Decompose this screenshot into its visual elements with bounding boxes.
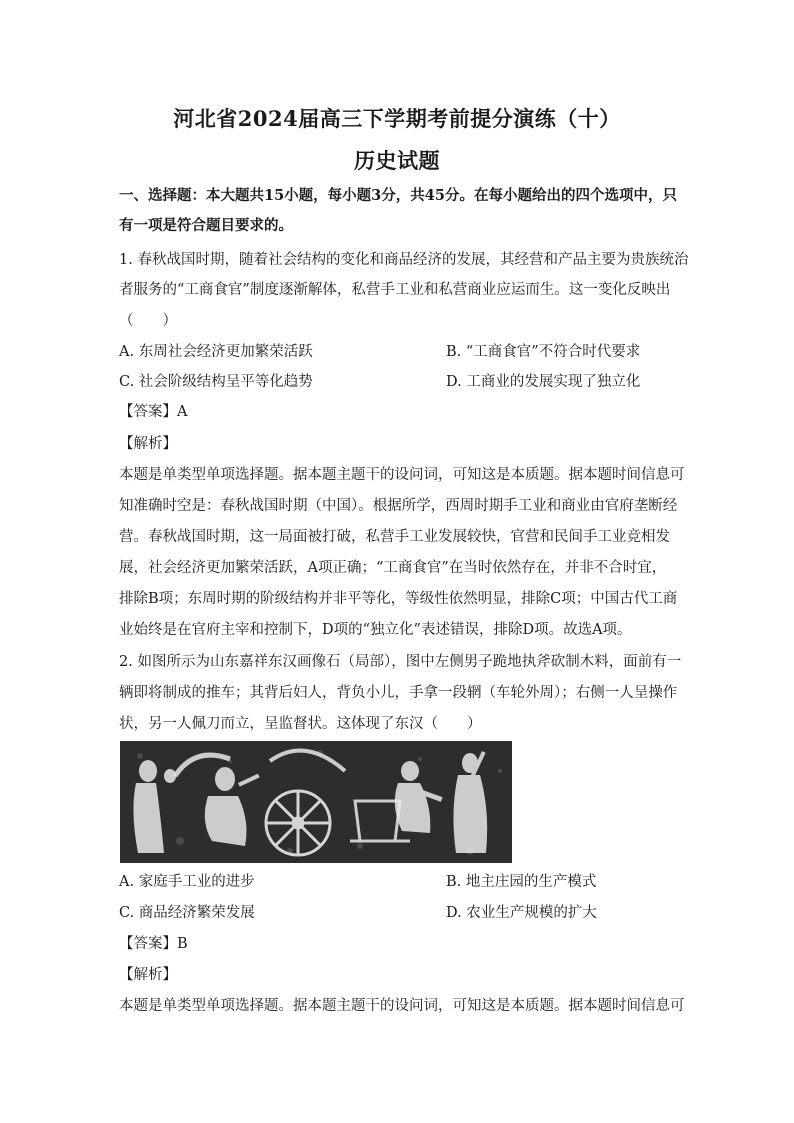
q2-stem-line-1: 2. 如图所示为山东嘉祥东汉画像石（局部），图中左侧男子跪地执斧砍制木料，面前有一 bbox=[119, 654, 682, 670]
q1-analysis-line-5: 排除B项；东周时期的阶级结构并非平等化，等级性依然明显，排除C项；中国古代工商 bbox=[119, 591, 678, 607]
section-instruction-line-1: 一、选择题：本大题共15小题，每小题3分，共45分。在每小题给出的四个选项中，只 bbox=[119, 187, 677, 204]
q1-analysis-line-4: 展，社会经济更加繁荣活跃，A项正确；“工商食官”在当时依然存在，并非不合时宜， bbox=[119, 560, 667, 576]
q2-option-a: A. 家庭手工业的进步 bbox=[119, 874, 255, 890]
q1-analysis-line-3: 营。春秋战国时期，这一局面被打破，私营手工业发展较快，官营和民间手工业竞相发 bbox=[119, 529, 670, 545]
q2-stem-line-2: 辆即将制成的推车；其背后妇人，背负小儿，手拿一段辋（车轮外周）；右侧一人呈操作 bbox=[119, 685, 678, 701]
q2-stem-line-3: 状，另一人佩刀而立，呈监督状。这体现了东汉（ ） bbox=[119, 716, 482, 732]
q2-analysis-line-1: 本题是单类型单项选择题。据本题主题干的设问词，可知这是本质题。据本题时间信息可 bbox=[119, 998, 685, 1014]
q2-option-d: D. 农业生产规模的扩大 bbox=[446, 905, 597, 921]
q1-option-b: B. “工商食官”不符合时代要求 bbox=[446, 344, 641, 360]
q1-stem-line-2: 者服务的“工商食官”制度逐渐解体，私营手工业和私营商业应运而生。这一变化反映出 bbox=[119, 282, 671, 298]
q2-option-b: B. 地主庄园的生产模式 bbox=[446, 874, 597, 890]
q1-analysis-line-2: 知准确时空是：春秋战国时期（中国）。根据所学，西周时期手工业和商业由官府垄断经 bbox=[119, 498, 678, 514]
q1-analysis-line-1: 本题是单类型单项选择题。据本题主题干的设问词，可知这是本质题。据本题时间信息可 bbox=[119, 467, 685, 483]
stone-relief-image bbox=[120, 741, 512, 863]
q1-answer: 【答案】A bbox=[119, 404, 188, 420]
q2-option-c: C. 商品经济繁荣发展 bbox=[119, 905, 255, 921]
q1-option-a: A. 东周社会经济更加繁荣活跃 bbox=[119, 344, 313, 360]
q1-analysis-line-6: 业始终是在官府主宰和控制下，D项的“独立化”表述错误，排除D项。故选A项。 bbox=[119, 622, 632, 638]
q2-analysis-label: 【解析】 bbox=[119, 967, 177, 983]
q1-stem-line-3: （ ） bbox=[119, 313, 177, 329]
q2-answer: 【答案】B bbox=[119, 936, 188, 952]
q1-option-c: C. 社会阶级结构呈平等化趋势 bbox=[119, 374, 313, 390]
page-subtitle: 历史试题 bbox=[354, 148, 440, 173]
section-instruction-line-2: 有一项是符合题目要求的。 bbox=[119, 217, 293, 234]
page-title: 河北省2024届高三下学期考前提分演练（十） bbox=[173, 106, 621, 131]
q1-analysis-label: 【解析】 bbox=[119, 436, 177, 452]
q1-stem-line-1: 1. 春秋战国时期，随着社会结构的变化和商品经济的发展，其经营和产品主要为贵族统治 bbox=[119, 252, 689, 268]
q1-option-d: D. 工商业的发展实现了独立化 bbox=[446, 374, 641, 390]
